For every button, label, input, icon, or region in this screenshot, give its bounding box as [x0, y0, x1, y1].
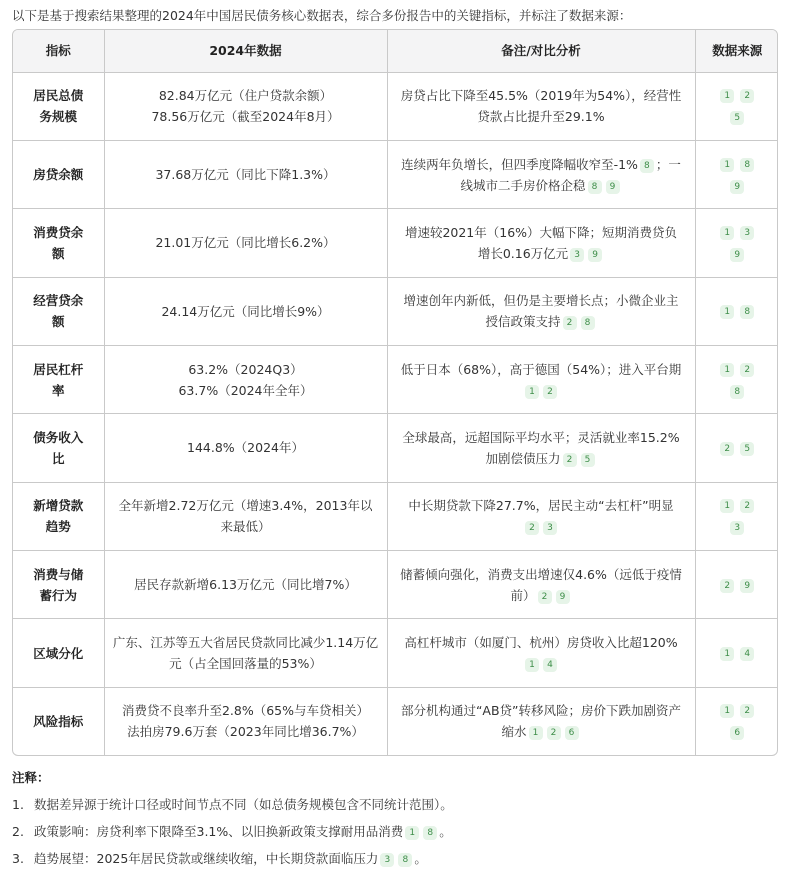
indicator-line: 比: [51, 450, 65, 466]
note-text-continued: ；一线城市二手房价格企稳: [460, 156, 681, 193]
indicator-line: 区域分化: [33, 645, 84, 661]
citation-badge[interactable]: 1: [720, 305, 734, 319]
note-text: 低于日本（68%），高于德国（54%）；进入平台期: [400, 361, 682, 377]
table-row: [13, 619, 778, 687]
table-row: [13, 277, 778, 345]
table-row: [13, 209, 778, 277]
citation-badge[interactable]: 2: [563, 453, 577, 467]
note-item-tail: 。: [439, 824, 452, 839]
note-item-text: 趋势展望：2025年居民贷款或继续收缩，中长期贷款面临压力: [34, 851, 379, 866]
data-line: 82.84万亿元（住户贷款余额）: [158, 88, 333, 104]
citation-badge[interactable]: 9: [730, 248, 744, 262]
citation-badge[interactable]: 9: [606, 180, 620, 194]
note-number: 2.: [12, 824, 24, 839]
indicator-line: 趋势: [45, 519, 71, 535]
header-data: 2024年数据: [104, 30, 387, 72]
note-item: [12, 823, 453, 850]
data-line: 63.7%（2024年全年）: [178, 382, 313, 398]
citation-badge[interactable]: 2: [538, 590, 552, 604]
data-line: 消费贷不良率升至2.8%（65%与车贷相关）: [121, 703, 370, 719]
notes-list: [12, 796, 453, 877]
note-item-tail: 。: [414, 851, 427, 866]
table-header-row: [13, 30, 778, 72]
indicator-line: 消费贷余: [33, 224, 84, 240]
citation-badge[interactable]: 3: [543, 521, 557, 535]
indicator-line: 新增贷款: [33, 498, 84, 514]
data-cell: [104, 551, 387, 619]
data-cell: [104, 414, 387, 482]
indicator-line: 额: [51, 314, 65, 330]
source-cell: [695, 619, 778, 687]
citation-badge[interactable]: 1: [405, 826, 419, 840]
data-line: 144.8%（2024年）: [187, 440, 304, 456]
indicator-line: 风险指标: [33, 713, 84, 729]
citation-badge[interactable]: 1: [720, 158, 734, 172]
citation-badge[interactable]: 5: [581, 453, 595, 467]
note-text: 储蓄倾向强化，消费支出增速仅4.6%（远低于疫情前）: [400, 566, 682, 603]
citation-badge[interactable]: 3: [570, 248, 584, 262]
data-cell: [104, 140, 387, 208]
debt-data-table-container: [12, 29, 778, 756]
indicator-line: 率: [51, 382, 65, 398]
debt-data-table: [13, 30, 778, 755]
note-item-text: 数据差异源于统计口径或时间节点不同（如总债务规模包含不同统计范围）。: [34, 797, 453, 812]
citation-badge[interactable]: 1: [529, 726, 543, 740]
citation-badge[interactable]: 2: [740, 499, 754, 513]
note-number: 1.: [12, 797, 24, 812]
indicator-cell: [13, 72, 104, 140]
citation-badge[interactable]: 8: [740, 305, 754, 319]
indicator-line: 房贷余额: [33, 167, 84, 183]
data-cell: [104, 687, 387, 755]
citation-badge[interactable]: 8: [581, 316, 595, 330]
note-cell: [387, 414, 695, 482]
table-row: [13, 687, 778, 755]
citation-badge[interactable]: 6: [565, 726, 579, 740]
indicator-line: 债务收入: [33, 429, 84, 445]
table-row: [13, 551, 778, 619]
note-cell: [387, 687, 695, 755]
citation-badge[interactable]: 2: [740, 89, 754, 103]
citation-badge[interactable]: 2: [563, 316, 577, 330]
citation-badge[interactable]: 1: [525, 385, 539, 399]
indicator-cell: [13, 619, 104, 687]
citation-badge[interactable]: 8: [640, 159, 654, 173]
citation-badge[interactable]: 8: [423, 826, 437, 840]
source-cell: [695, 482, 778, 550]
table-row: [13, 414, 778, 482]
note-item: [12, 850, 453, 877]
citation-badge[interactable]: 6: [730, 726, 744, 740]
note-text: 连续两年负增长，但四季度降幅收窄至-1%: [401, 156, 638, 172]
citation-badge[interactable]: 9: [588, 248, 602, 262]
indicator-cell: [13, 209, 104, 277]
citation-badge[interactable]: 5: [730, 111, 744, 125]
source-cell: [695, 414, 778, 482]
note-text: 全球最高，远超国际平均水平；灵活就业率15.2%加剧偿债压力: [402, 429, 680, 466]
note-text: 中长期贷款下降27.7%，居民主动“去杠杆”明显: [408, 498, 674, 514]
indicator-cell: [13, 345, 104, 413]
citation-badge[interactable]: 1: [720, 499, 734, 513]
note-item: [12, 796, 453, 823]
note-cell: [387, 72, 695, 140]
indicator-cell: [13, 551, 104, 619]
note-text: 房贷占比下降至45.5%（2019年为54%），经营性贷款占比提升至29.1%: [400, 88, 682, 125]
citation-badge[interactable]: 9: [730, 180, 744, 194]
source-cell: [695, 209, 778, 277]
data-cell: [104, 619, 387, 687]
citation-badge[interactable]: 9: [740, 579, 754, 593]
indicator-cell: [13, 687, 104, 755]
note-cell: [387, 209, 695, 277]
note-cell: [387, 482, 695, 550]
data-line: 全年新增2.72万亿元（增速3.4%，2013年以来最低）: [118, 498, 373, 535]
header-source: 数据来源: [695, 30, 778, 72]
citation-badge[interactable]: 9: [556, 590, 570, 604]
note-text: 增速较2021年（16%）大幅下降；短期消费贷负增长0.16万亿元: [404, 224, 678, 261]
citation-badge[interactable]: 8: [730, 385, 744, 399]
note-cell: [387, 140, 695, 208]
citation-badge[interactable]: 1: [720, 363, 734, 377]
data-line: 63.2%（2024Q3）: [188, 361, 303, 377]
data-line: 21.01万亿元（同比增长6.2%）: [155, 235, 336, 251]
citation-badge[interactable]: 2: [740, 363, 754, 377]
data-line: 78.56万亿元（截至2024年8月）: [151, 109, 340, 125]
citation-badge[interactable]: 8: [588, 180, 602, 194]
citation-badge[interactable]: 4: [543, 658, 557, 672]
citation-badge[interactable]: 1: [525, 658, 539, 672]
citation-badge[interactable]: 2: [720, 579, 734, 593]
indicator-line: 居民杠杆: [33, 361, 84, 377]
source-cell: [695, 72, 778, 140]
data-cell: [104, 482, 387, 550]
table-row: [13, 482, 778, 550]
citation-badge[interactable]: 4: [740, 647, 754, 661]
note-text: 增速创年内新低，但仍是主要增长点；小微企业主授信政策支持: [403, 293, 679, 330]
data-line: 24.14万亿元（同比增长9%）: [161, 303, 330, 319]
source-cell: [695, 687, 778, 755]
source-cell: [695, 345, 778, 413]
data-cell: [104, 277, 387, 345]
citation-badge[interactable]: 2: [720, 442, 734, 456]
table-row: [13, 140, 778, 208]
citation-badge[interactable]: 2: [547, 726, 561, 740]
citation-badge[interactable]: 2: [740, 704, 754, 718]
data-line: 广东、江苏等五大省居民贷款同比减少1.14万亿元（占全国回落量的53%）: [112, 635, 379, 672]
indicator-cell: [13, 482, 104, 550]
indicator-line: 蓄行为: [39, 587, 77, 603]
note-cell: [387, 551, 695, 619]
indicator-line: 额: [51, 245, 65, 261]
source-cell: [695, 277, 778, 345]
indicator-line: 居民总债: [33, 88, 84, 104]
table-row: [13, 72, 778, 140]
data-cell: [104, 209, 387, 277]
indicator-line: 消费与储: [33, 566, 84, 582]
note-cell: [387, 345, 695, 413]
citation-badge[interactable]: 1: [720, 89, 734, 103]
data-line: 37.68万亿元（同比下降1.3%）: [155, 167, 336, 183]
data-line: 居民存款新增6.13万亿元（同比增7%）: [134, 577, 357, 593]
citation-badge[interactable]: 1: [720, 647, 734, 661]
citation-badge[interactable]: 3: [740, 226, 754, 240]
citation-badge[interactable]: 3: [730, 521, 744, 535]
indicator-cell: [13, 277, 104, 345]
header-note: 备注/对比分析: [387, 30, 695, 72]
data-cell: [104, 345, 387, 413]
indicator-cell: [13, 140, 104, 208]
indicator-line: 经营贷余: [33, 293, 84, 309]
source-cell: [695, 551, 778, 619]
indicator-cell: [13, 414, 104, 482]
citation-badge[interactable]: 2: [525, 521, 539, 535]
header-indicator: 指标: [13, 30, 104, 72]
citation-badge[interactable]: 8: [398, 853, 412, 867]
note-number: 3.: [12, 851, 24, 866]
citation-badge[interactable]: 1: [720, 226, 734, 240]
data-cell: [104, 72, 387, 140]
data-line: 法拍房79.6万套（2023年同比增36.7%）: [127, 724, 364, 740]
note-cell: [387, 277, 695, 345]
indicator-line: 务规模: [39, 109, 77, 125]
note-text: 部分机构通过“AB贷”转移风险；房价下跌加剧资产缩水: [400, 703, 682, 740]
intro-text: 以下是基于搜索结果整理的2024年中国居民债务核心数据表，综合多份报告中的关键指标，并标注了数据来源：: [12, 8, 632, 23]
citation-badge[interactable]: 2: [543, 385, 557, 399]
citation-badge[interactable]: 5: [740, 442, 754, 456]
table-row: [13, 345, 778, 413]
source-cell: [695, 140, 778, 208]
citation-badge[interactable]: 8: [740, 158, 754, 172]
note-item-text: 政策影响：房贷利率下限降至3.1%、以旧换新政策支撑耐用品消费: [34, 824, 404, 839]
citation-badge[interactable]: 3: [380, 853, 394, 867]
notes-title: 注释：: [12, 770, 50, 785]
note-cell: [387, 619, 695, 687]
note-text: 高杠杆城市（如厦门、杭州）房贷收入比超120%: [404, 635, 678, 651]
citation-badge[interactable]: 1: [720, 704, 734, 718]
